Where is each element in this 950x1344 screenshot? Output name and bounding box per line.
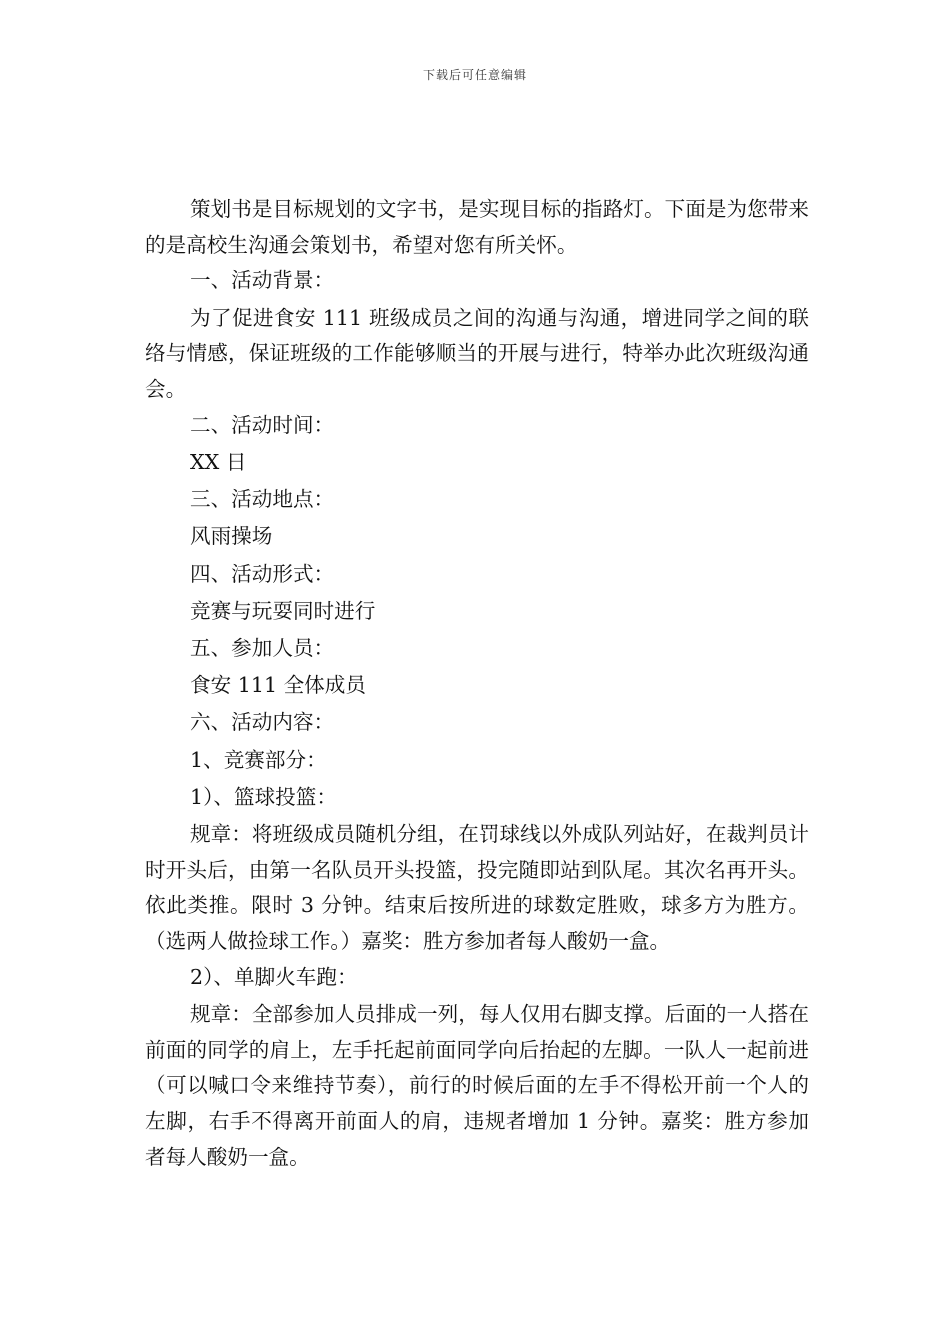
document-body <box>145 192 809 1175</box>
section-3-heading: 三、活动地点： <box>190 487 335 512</box>
part-1-heading: 1、竞赛部分： <box>190 747 327 772</box>
section-6-heading: 六、活动内容： <box>190 710 335 735</box>
section-3-value: 风雨操场 <box>190 524 273 549</box>
section-4-value: 竞赛与玩耍同时进行 <box>190 598 376 623</box>
section-1-paragraph: 为了促进食安 111 班级成员之间的沟通与沟通，增进同学之间的联络与情感，保证班级的工作能够顺当的开展与进行，特举办此次班级沟通会。 <box>145 305 809 402</box>
section-5-heading: 五、参加人员： <box>190 635 335 660</box>
item-1-rules-paragraph: 规章：将班级成员随机分组，在罚球线以外成队列站好，在裁判员计时开头后，由第一名队员开头投篮，投完随即站到队尾。其次名再开头。依此类推。限时 3 分钟。结束后按所进的球数定胜败，球多方为胜方。（选两人做捡球工作。）嘉奖：胜方参加者每人酸奶一盒。 <box>145 821 809 954</box>
header-note: 下载后可任意编辑 <box>422 68 527 82</box>
section-2-value: XX 日 <box>190 449 247 474</box>
section-4-heading: 四、活动形式： <box>190 561 335 586</box>
item-2-rules-paragraph: 规章：全部参加人员排成一列，每人仅用右脚支撑。后面的一人搭在前面的同学的肩上，左手托起前面同学向后抬起的左脚。一队人一起前进（可以喊口令来维持节奏），前行的时候后面的左手不得松开前一个人的左脚，右手不得离开前面人的肩，违规者增加 1 分钟。嘉奖：胜方参加者每人酸奶一盒。 <box>145 1001 809 1169</box>
intro-paragraph: 策划书是目标规划的文字书，是实现目标的指路灯。下面是为您带来的是高校生沟通会策划书，希望对您有所关怀。 <box>145 197 809 257</box>
section-5-value: 食安 111 全体成员 <box>190 673 366 698</box>
section-2-heading: 二、活动时间： <box>190 412 335 437</box>
item-1-heading: 1）、篮球投篮： <box>190 784 337 809</box>
item-2-heading: 2）、单脚火车跑： <box>190 964 358 989</box>
section-1-heading: 一、活动背景： <box>190 268 335 293</box>
